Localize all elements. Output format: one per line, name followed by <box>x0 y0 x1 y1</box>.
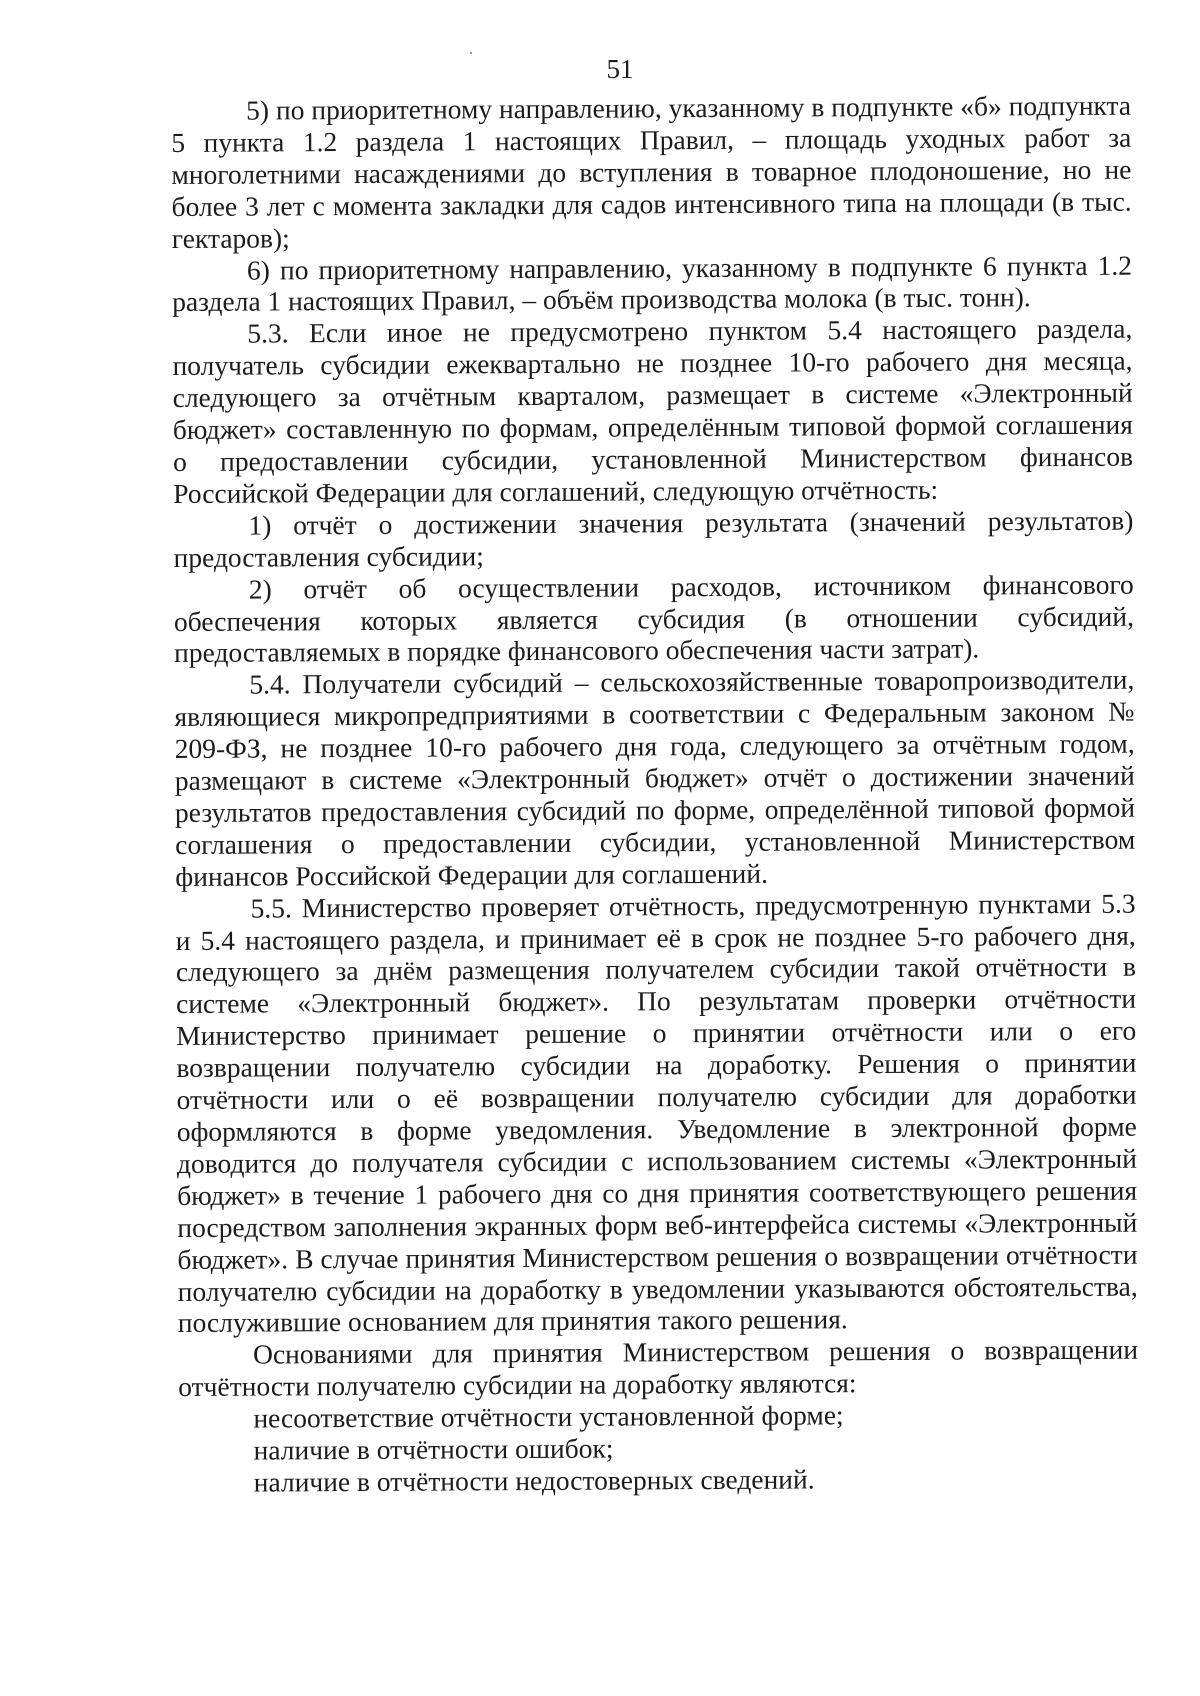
paragraph-item-6: 6) по приоритетному направлению, указанному в подпункте 6 пункта 1.2 раздела 1 настоящих Правил, – объём производства молока (в тыс. тонн). <box>172 249 1133 318</box>
paragraph-report-2: 2) отчёт об осуществлении расходов, источником финансового обеспечения которых является субсидия (в отношении субсидий, предоставляемых в порядке финансового обеспечения части затрат). <box>173 568 1135 669</box>
list-item-nonconformity: несоответствие отчётности установленной форме; <box>253 1399 844 1434</box>
paragraph-5-4: 5.4. Получатели субсидий – сельскохозяйственные товаропроизводители, являющиеся микропредприятиями в соответствии с Федеральным законом № 209-ФЗ, не позднее 10-го рабочего дня года, следующего за отчётным годом, размещают в системе «Электронный бюджет» отчёт о достижении значений результатов предоставления субсидий по форме, определённой типовой формой соглашения о предоставлении субсидии, установленной Министерством финансов Российской Федерации для соглашений. <box>174 663 1136 892</box>
list-item-unreliable-info: наличие в отчётности недостоверных сведений. <box>253 1463 815 1498</box>
document-body <box>171 90 1139 1499</box>
paragraph-grounds: Основаниями для принятия Министерством решения о возвращении отчётности получателю субсидии на доработку являются: <box>178 1333 1139 1403</box>
paragraph-5-5: 5.5. Министерство проверяет отчётность, предусмотренную пунктами 5.3 и 5.4 настоящего раздела, и принимает её в срок не позднее 5-го рабочего дня, следующего за днём размещения получателем субсидии такой отчётности в системе «Электронный бюджет». По результатам проверки отчётности Министерство принимает решение о принятии отчётности или о его возвращении получателю субсидии на доработку. Решения о принятии отчётности или о её возвращении получателю субсидии для доработки оформляются в форме уведомления. Уведомление в электронной форме доводится до получателя субсидии с использованием системы «Электронный бюджет» в течение 1 рабочего дня со дня принятия соответствующего решения посредством заполнения экранных форм веб-интерфейса системы «Электронный бюджет». В случае принятия Министерством решения о возвращении отчётности получателю субсидии на доработку в уведомлении указываются обстоятельства, послужившие основанием для принятия такого решения. <box>175 887 1138 1339</box>
paragraph-report-1: 1) отчёт о достижении значения результата (значений результатов) предоставления субсидии; <box>173 504 1134 573</box>
paragraph-item-5: 5) по приоритетному направлению, указанному в подпункте «б» подпункта 5 пункта 1.2 раздела 1 настоящих Правил, – площадь уходных работ за многолетними насаждениями до вступления в товарное плодоношение, но не более 3 лет с момента закладки для садов интенсивного типа на площади (в тыс. гектаров); <box>171 89 1132 254</box>
paragraph-5-3: 5.3. Если иное не предусмотрено пунктом 5.4 настоящего раздела, получатель субсидии ежеквартально не позднее 10-го рабочего дня месяца, следующего за отчётным кварталом, размещает в системе «Электронный бюджет» составленную по формам, определённым типовой формой соглашения о предоставлении субсидии, установленной Министерством финансов Российской Федерации для соглашений, следующую отчётность: <box>172 312 1134 509</box>
list-item-errors: наличие в отчётности ошибок; <box>253 1432 614 1466</box>
page-number: 51 <box>606 54 634 84</box>
